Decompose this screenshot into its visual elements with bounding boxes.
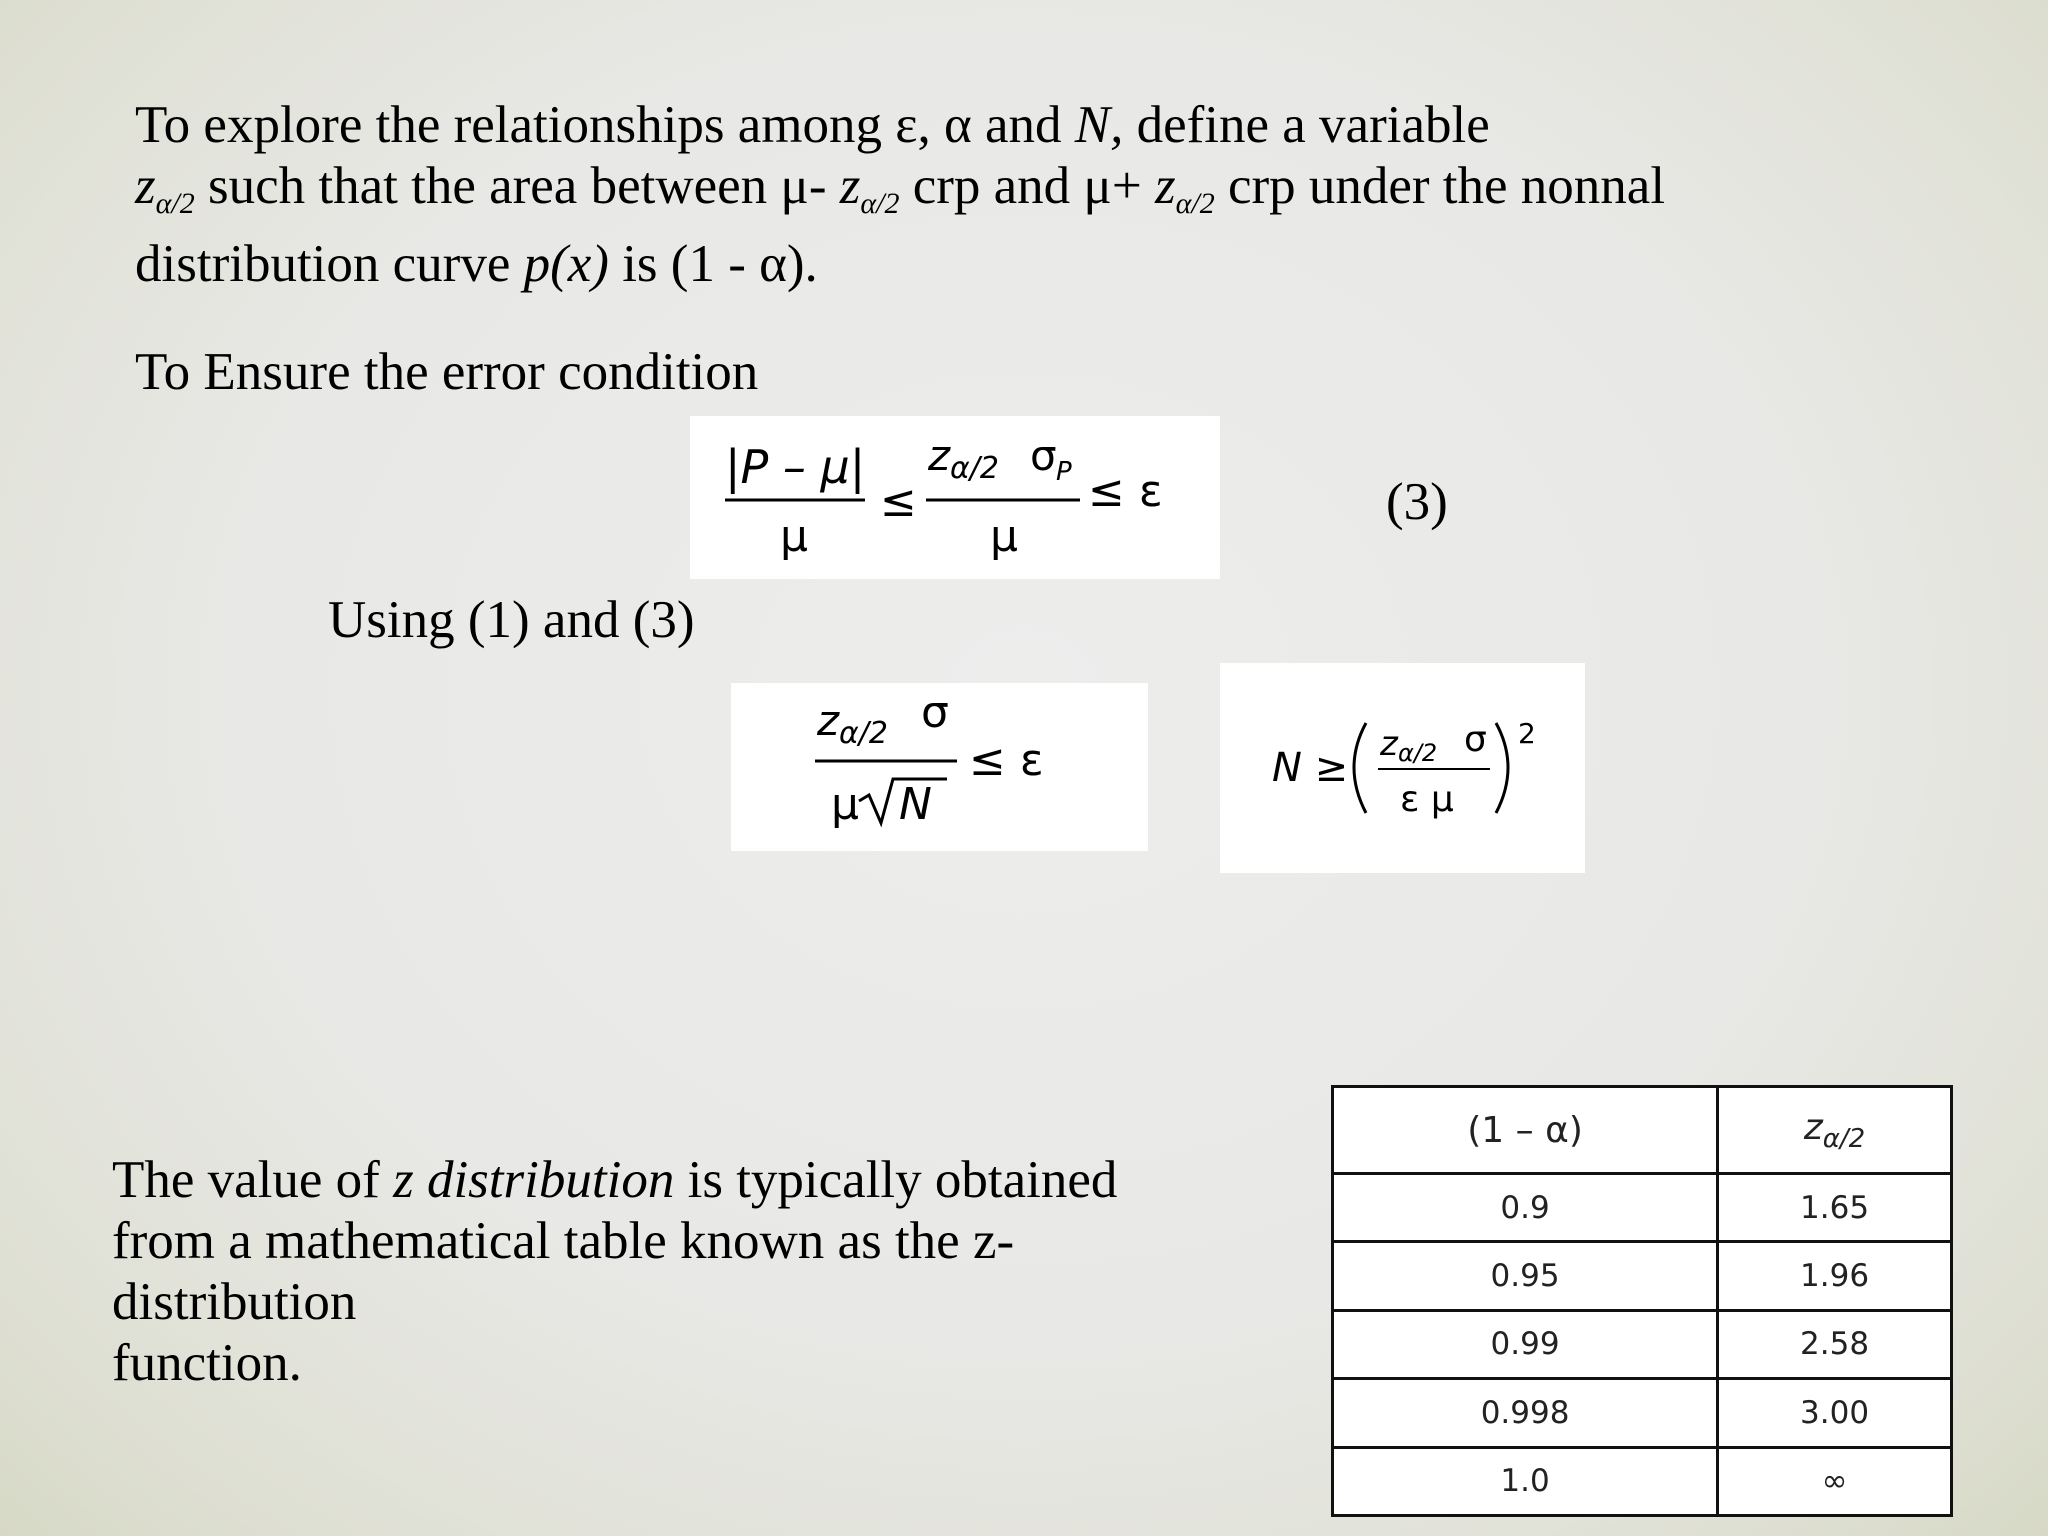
intro-text: define a variable [1123, 96, 1490, 154]
eq5-lhs: N ≥ [1272, 745, 1349, 791]
z-value-table [1331, 1085, 1953, 1517]
equation-3-label: (3) [1386, 473, 1448, 531]
eq3-denominator-right: μ [990, 511, 1018, 562]
z-distribution-term: z distribution [393, 1151, 675, 1209]
table-row [1333, 1379, 1952, 1447]
cell-z: 1.96 [1718, 1242, 1952, 1310]
eq4-z: z [817, 696, 840, 745]
intro-text: is (1 - α). [608, 235, 818, 293]
intro-text: such that the area between μ- [194, 157, 840, 215]
eq3-le-sign: ≤ [880, 476, 917, 527]
intro-text: distribution curve [135, 235, 524, 293]
cell-z: 3.00 [1718, 1379, 1952, 1447]
table-row [1333, 1242, 1952, 1310]
bottom-text: distribution [112, 1273, 357, 1331]
header-z: z [1803, 1106, 1823, 1148]
bottom-text: The value of [112, 1151, 394, 1209]
cell-confidence: 1.0 [1333, 1447, 1718, 1515]
intro-paragraph [135, 95, 1995, 295]
header-confidence: (1 – α) [1333, 1087, 1718, 1174]
eq5-sigma: σ [1464, 719, 1487, 760]
right-paren-icon [1496, 723, 1508, 813]
cell-z: 1.65 [1718, 1174, 1952, 1242]
equation-3-image [690, 416, 1220, 579]
z-distribution-paragraph [112, 1150, 1202, 1394]
eq3-sigma: σ [1030, 431, 1057, 480]
variable-n: N, [1074, 96, 1124, 154]
cell-confidence: 0.95 [1333, 1242, 1718, 1310]
eq4-z-sub: α/2 [839, 716, 888, 751]
using-text: Using (1) and (3) [328, 591, 695, 649]
table-row [1333, 1174, 1952, 1242]
table-row [1333, 1310, 1952, 1378]
eq4-sigma: σ [921, 687, 949, 738]
z-symbol: z [135, 157, 156, 215]
eq3-denominator-left: μ [780, 511, 808, 562]
cell-z: 2.58 [1718, 1310, 1952, 1378]
z-subscript: α/2 [860, 187, 900, 220]
eq3-sigma-sub: P [1056, 457, 1072, 487]
left-paren-icon [1354, 723, 1366, 813]
z-symbol: z [839, 157, 861, 215]
equation-4-image [731, 683, 1148, 851]
eq4-mu: μ [831, 779, 859, 830]
z-symbol: z [1154, 157, 1176, 215]
z-subscript: α/2 [155, 187, 195, 220]
cell-confidence: 0.99 [1333, 1310, 1718, 1378]
eq3-z: z [928, 431, 951, 480]
intro-text: To explore the relationships among ε, α and [135, 96, 1075, 154]
eq5-denominator: ε μ [1400, 779, 1454, 820]
intro-text: crp under the nonnal [1214, 157, 1666, 215]
header-z-alpha [1718, 1087, 1952, 1174]
bottom-text: function. [112, 1334, 302, 1392]
cell-confidence: 0.9 [1333, 1174, 1718, 1242]
eq5-exponent: 2 [1518, 717, 1536, 750]
z-subscript: α/2 [1175, 187, 1215, 220]
bottom-text: from a mathematical table known as the z- [112, 1212, 1015, 1270]
cell-confidence: 0.998 [1333, 1379, 1718, 1447]
bottom-text: is typically obtained [674, 1151, 1118, 1209]
eq5-z-sub: α/2 [1398, 739, 1438, 767]
eq4-n: N [899, 779, 932, 830]
function-px: p(x) [523, 235, 609, 293]
equation-5-image [1220, 663, 1585, 873]
table-header-row [1333, 1087, 1952, 1174]
eq3-z-sub: α/2 [950, 451, 999, 486]
eq5-z: z [1380, 724, 1398, 764]
table-row [1333, 1447, 1952, 1515]
ensure-heading: To Ensure the error condition [135, 343, 759, 401]
eq3-le-epsilon: ≤ ε [1088, 466, 1163, 517]
intro-text: crp and μ+ [899, 157, 1155, 215]
eq3-numerator-left: |P – μ| [725, 440, 866, 494]
cell-z: ∞ [1718, 1447, 1952, 1515]
header-z-sub: α/2 [1822, 1123, 1866, 1154]
eq4-le-epsilon: ≤ ε [969, 735, 1044, 786]
